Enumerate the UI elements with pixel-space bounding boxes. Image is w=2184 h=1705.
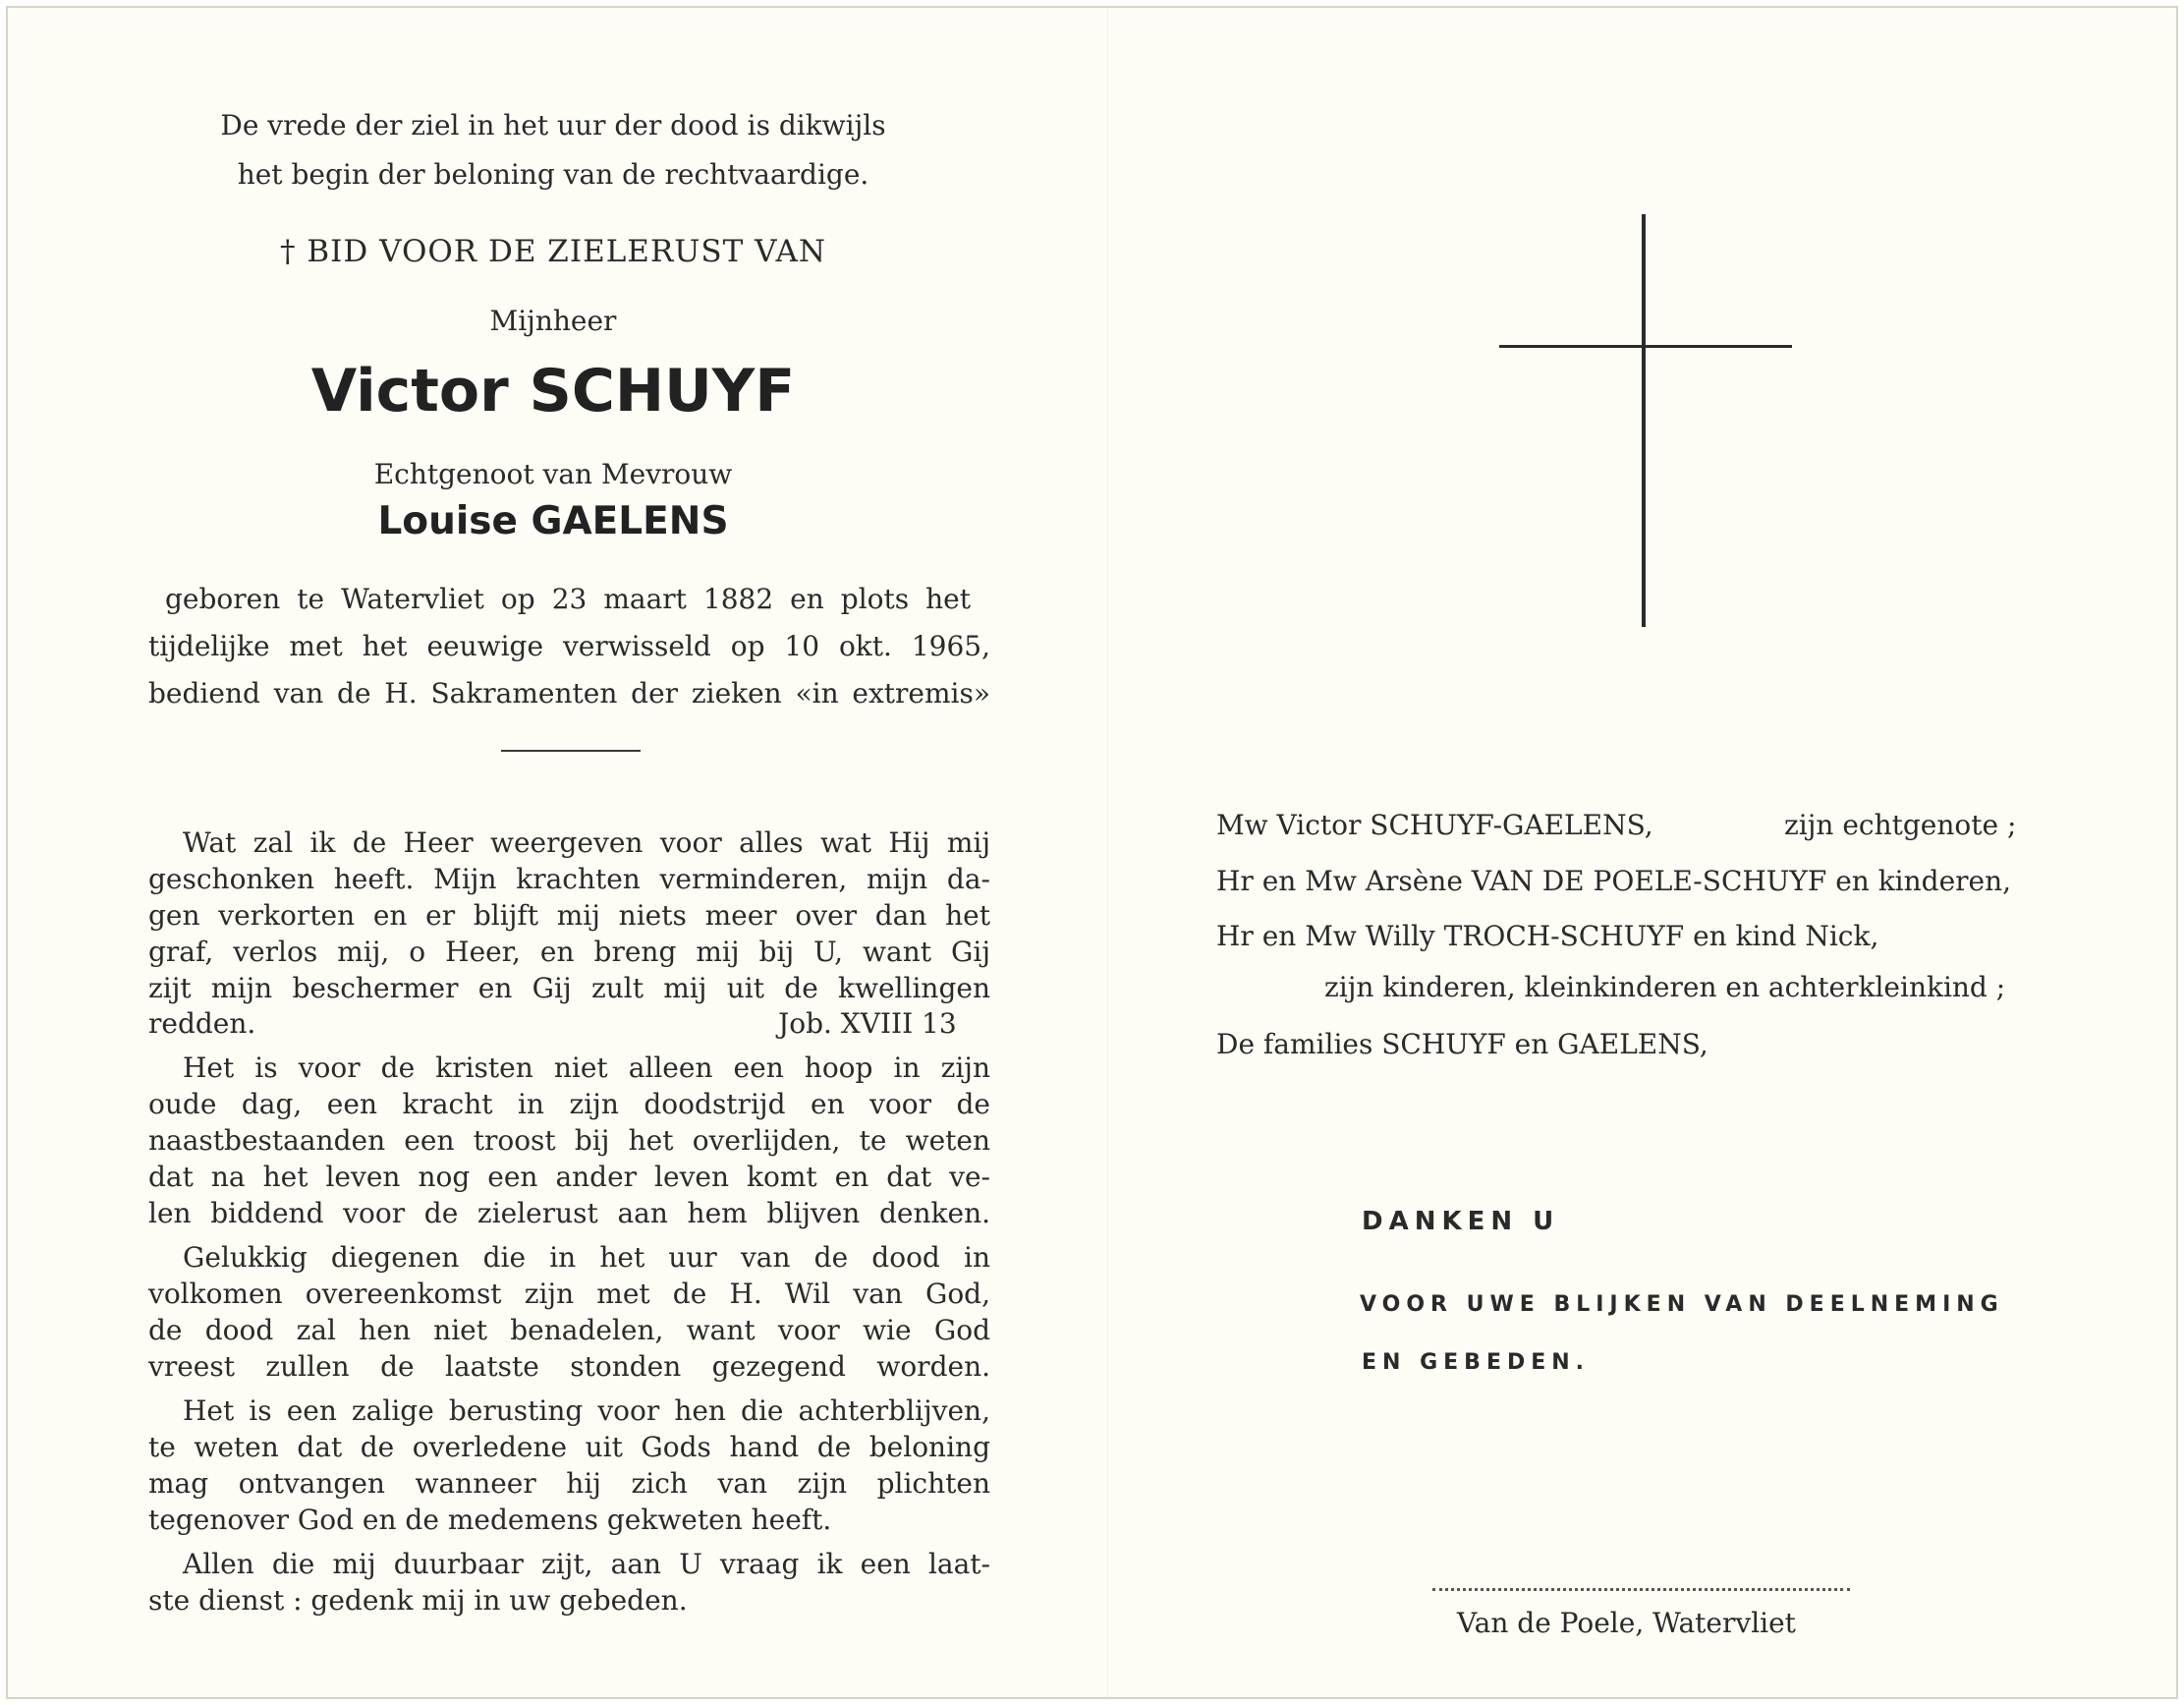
para2-line-1: Het is voor de kristen niet alleen een hoop in zijn: [183, 1051, 990, 1084]
family-line-2: Hr en Mw Arsène VAN DE POELE-SCHUYF en kinderen,: [1216, 865, 2012, 897]
para2-line-5: len biddend voor de zielerust aan hem blijven denken.: [148, 1197, 990, 1229]
spouse-name: Louise GAELENS: [377, 499, 729, 543]
para4-line-3: mag ontvangen wanneer hij zich van zijn plichten: [148, 1467, 990, 1500]
para5-line-2: ste dienst : gedenk mij in uw gebeden.: [148, 1584, 688, 1617]
spouse-intro: Echtgenoot van Mevrouw: [373, 458, 733, 490]
para3-line-1: Gelukkig diegenen die in het uur van de dood in: [183, 1241, 990, 1274]
para4-line-2: te weten dat de overledene uit Gods hand de beloning: [148, 1431, 990, 1463]
printer-credit: Van de Poele, Watervliet: [1457, 1607, 1796, 1639]
para2-line-4: dat na het leven nog een ander leven komt en dat ve-: [148, 1161, 990, 1193]
family-line-5: De families SCHUYF en GAELENS,: [1216, 1028, 1708, 1060]
bio-line-1: geboren te Watervliet op 23 maart 1882 en plots het: [165, 583, 971, 615]
memorial-card: [6, 6, 2178, 1699]
dotted-separator: [1432, 1588, 1850, 1591]
quote-line-2: het begin der beloning van de rechtvaardige.: [237, 158, 869, 191]
bio-line-3: bediend van de H. Sakramenten der zieken «in extremis»: [148, 677, 990, 710]
para1-last-line: redden.: [148, 1007, 256, 1040]
thanks-line-1: VOOR UWE BLIJKEN VAN DEELNEMING: [1360, 1292, 2004, 1317]
para1-line-5: zijt mijn beschermer en Gij zult mij uit de kwellingen: [148, 972, 990, 1004]
thanks-line-2: EN GEBEDEN.: [1362, 1350, 1591, 1375]
prayer-heading: † BID VOOR DE ZIELERUST VAN: [280, 234, 826, 269]
family-line-1-role: zijn echtgenote ;: [1784, 809, 2017, 841]
family-line-4: zijn kinderen, kleinkinderen en achterkleinkind ;: [1324, 971, 2006, 1003]
honorific: Mijnheer: [489, 305, 617, 337]
para3-line-4: vreest zullen de laatste stonden gezegend worden.: [148, 1350, 990, 1383]
section-divider: [501, 750, 641, 752]
para4-line-1: Het is een zalige berusting voor hen die achterblijven,: [183, 1394, 990, 1427]
cross-icon-horizontal: [1499, 345, 1792, 348]
bio-line-2: tijdelijke met het eeuwige verwisseld op 10 okt. 1965,: [148, 630, 990, 662]
para1-line-4: graf, verlos mij, o Heer, en breng mij bij U, want Gij: [148, 936, 990, 968]
family-line-3: Hr en Mw Willy TROCH-SCHUYF en kind Nick,: [1216, 920, 1879, 952]
para4-line-4: tegenover God en de medemens gekweten heeft.: [148, 1504, 832, 1536]
deceased-name: Victor SCHUYF: [310, 357, 796, 426]
para3-line-3: de dood zal hen niet benadelen, want voor wie God: [148, 1314, 990, 1346]
para1-line-1: Wat zal ik de Heer weergeven voor alles wat Hij mij: [183, 826, 990, 859]
para5-line-1: Allen die mij duurbaar zijt, aan U vraag ik een laat-: [183, 1548, 990, 1580]
quote-line-1: De vrede der ziel in het uur der dood is dikwijls: [220, 109, 886, 142]
para2-line-3: naastbestaanden een troost bij het overlijden, te weten: [148, 1124, 990, 1157]
para2-line-2: oude dag, een kracht in zijn doodstrijd en voor de: [148, 1088, 990, 1120]
scripture-reference: Job. XVIII 13: [778, 1007, 957, 1040]
family-line-1-name: Mw Victor SCHUYF-GAELENS,: [1216, 809, 1653, 841]
para1-line-2: geschonken heeft. Mijn krachten verminderen, mijn da-: [148, 863, 990, 895]
card-fold: [1106, 8, 1109, 1697]
cross-icon-vertical: [1642, 214, 1646, 627]
para3-line-2: volkomen overeenkomst zijn met de H. Wil van God,: [148, 1278, 990, 1310]
thanks-heading: DANKEN U: [1362, 1207, 1560, 1236]
para1-line-3: gen verkorten en er blijft mij niets meer over dan het: [148, 899, 990, 932]
